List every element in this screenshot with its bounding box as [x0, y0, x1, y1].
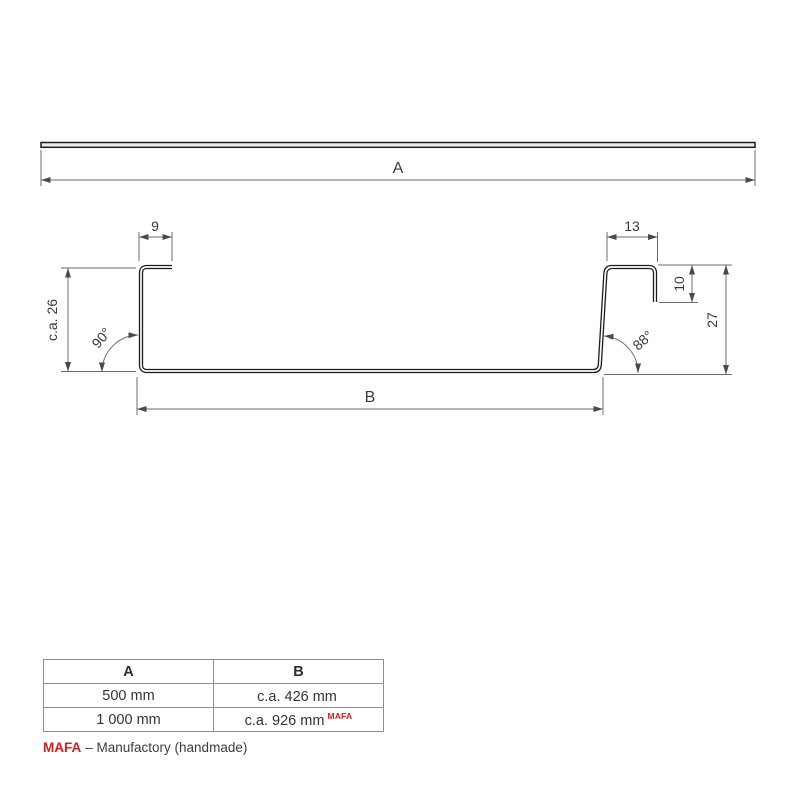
profile-outline [141, 267, 655, 371]
dim-9-label: 9 [151, 218, 159, 234]
dimension-lip-height [658, 265, 732, 303]
dimension-flange-right [607, 232, 658, 262]
flat-sheet-strip [41, 143, 755, 148]
table-row [44, 684, 384, 708]
cell-a-1000: 1 000 mm [44, 708, 214, 732]
angle-88-label: 88° [629, 327, 656, 354]
dim-a-label: A [392, 160, 404, 177]
angle-90-label: 90° [88, 324, 115, 352]
size-table-container [43, 659, 384, 732]
dim-26-label: c.a. 26 [44, 298, 60, 342]
profile-core-highlight [141, 267, 655, 371]
footnote-term: MAFA [43, 740, 82, 755]
mafa-superscript: MAFA [327, 710, 353, 721]
cell-b-926-value: c.a. 926 mm [244, 712, 325, 729]
size-table-header-b: B [214, 660, 384, 684]
dimension-flange-left [139, 232, 172, 261]
cell-b-426 [214, 684, 384, 708]
dim-b-label: B [364, 389, 376, 406]
dimension-left-height [61, 268, 136, 372]
table-row [44, 708, 384, 732]
bent-profile [141, 267, 655, 371]
sheet-strip-shape [41, 143, 755, 148]
cell-b-926 [214, 708, 384, 732]
size-table [43, 659, 384, 732]
cell-a-500: 500 mm [44, 684, 214, 708]
dim-27-label: 27 [704, 312, 720, 328]
footnote [43, 740, 247, 755]
dim-10-label: 10 [671, 276, 687, 292]
dim-13-label: 13 [624, 218, 640, 234]
footnote-text: – Manufactory (handmade) [85, 740, 248, 755]
cell-b-426-value: c.a. 426 mm [257, 688, 337, 705]
size-table-header-row [44, 660, 384, 684]
size-table-header-a: A [44, 660, 214, 684]
